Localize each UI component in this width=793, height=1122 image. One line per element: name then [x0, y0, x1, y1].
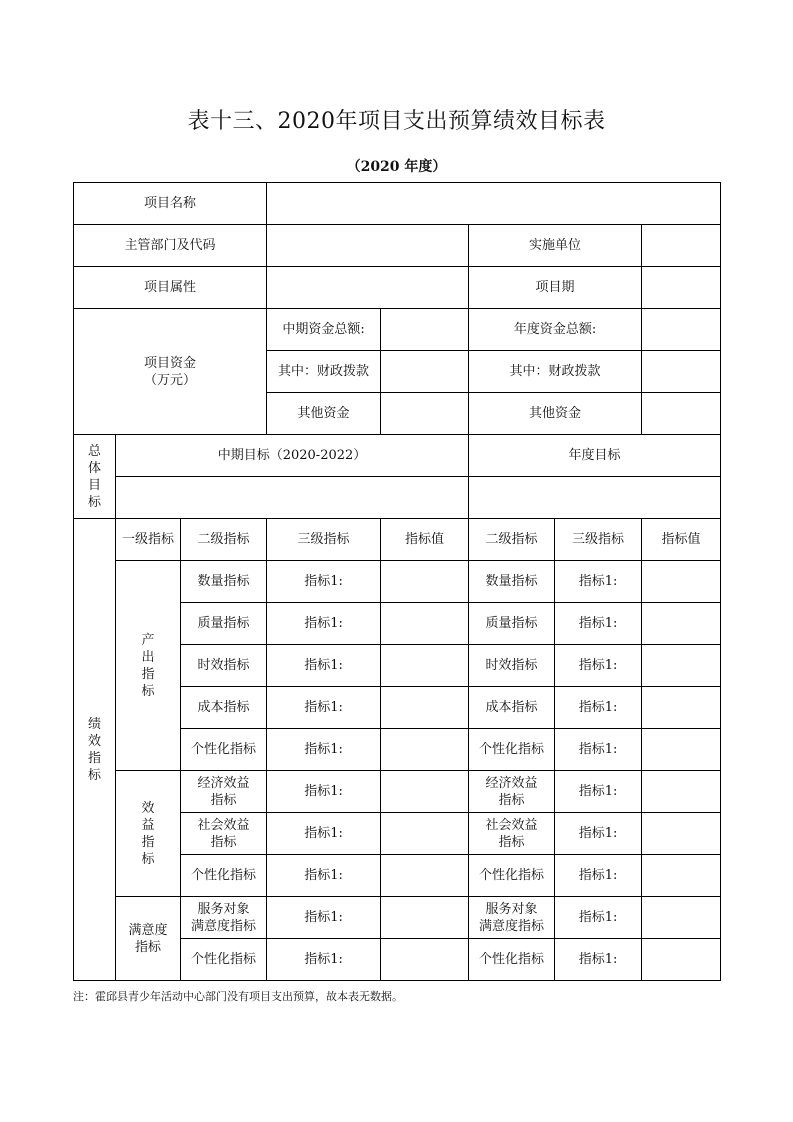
footnote: 注：霍邱县青少年活动中心部门没有项目支出预算，故本表无数据。 — [73, 990, 403, 1003]
level2-annual-cell: 质量指标 — [469, 603, 555, 645]
dept-label: 主管部门及代码 — [74, 225, 267, 267]
level3-annual-cell: 指标1: — [555, 603, 642, 645]
row-project-name — [74, 183, 721, 225]
level3-annual-cell: 指标1: — [555, 645, 642, 687]
level3-annual-cell: 指标1: — [555, 897, 642, 939]
dept-value[interactable] — [267, 225, 469, 267]
level2-annual-cell: 服务对象 满意度指标 — [469, 897, 555, 939]
attr-label: 项目属性 — [74, 267, 267, 309]
level2-cell: 服务对象 满意度指标 — [181, 897, 267, 939]
value-cell[interactable] — [381, 645, 469, 687]
level2-annual-cell: 经济效益 指标 — [469, 771, 555, 813]
mid-total-label: 中期资金总额: — [267, 309, 381, 351]
value-cell[interactable] — [381, 855, 469, 897]
value-cell[interactable] — [381, 561, 469, 603]
level2-cell: 个性化指标 — [181, 855, 267, 897]
level2-cell: 经济效益 指标 — [181, 771, 267, 813]
value-cell[interactable] — [381, 603, 469, 645]
level3-cell: 指标1: — [267, 687, 381, 729]
annual-other-label: 其他资金 — [469, 393, 642, 435]
level3-cell: 指标1: — [267, 897, 381, 939]
group-output-label: 产 出 指 标 — [116, 561, 181, 771]
level2-annual-cell: 个性化指标 — [469, 939, 555, 981]
annual-goal-value[interactable] — [469, 477, 721, 519]
value-annual-cell[interactable] — [642, 561, 721, 603]
level2-annual-cell: 时效指标 — [469, 645, 555, 687]
header-level2: 二级指标 — [181, 519, 267, 561]
row-goals-content — [74, 477, 721, 519]
row-attribute — [74, 267, 721, 309]
value-cell[interactable] — [381, 771, 469, 813]
attr-value[interactable] — [267, 267, 469, 309]
level2-cell: 社会效益 指标 — [181, 813, 267, 855]
level3-cell: 指标1: — [267, 645, 381, 687]
level3-cell: 指标1: — [267, 939, 381, 981]
annual-total-label: 年度资金总额: — [469, 309, 642, 351]
performance-indicators-label: 绩 效 指 标 — [74, 519, 116, 981]
level2-annual-cell: 社会效益 指标 — [469, 813, 555, 855]
group-benefit-label: 效 益 指 标 — [116, 771, 181, 897]
mid-other-label: 其他资金 — [267, 393, 381, 435]
indicator-row — [74, 771, 721, 813]
level2-cell: 个性化指标 — [181, 729, 267, 771]
impl-unit-label: 实施单位 — [469, 225, 642, 267]
level2-annual-cell: 成本指标 — [469, 687, 555, 729]
indicator-row — [74, 897, 721, 939]
level2-cell: 数量指标 — [181, 561, 267, 603]
page-title: 表十三、2020年项目支出预算绩效目标表 — [187, 109, 606, 134]
performance-target-table — [73, 182, 721, 981]
level2-annual-cell: 数量指标 — [469, 561, 555, 603]
mid-goal-label: 中期目标（2020-2022） — [116, 435, 469, 477]
funds-label: 项目资金 — [144, 355, 197, 371]
value-annual-cell[interactable] — [642, 687, 721, 729]
level3-annual-cell: 指标1: — [555, 939, 642, 981]
level3-cell: 指标1: — [267, 561, 381, 603]
impl-unit-value[interactable] — [642, 225, 721, 267]
value-annual-cell[interactable] — [642, 729, 721, 771]
value-cell[interactable] — [381, 729, 469, 771]
annual-goal-label: 年度目标 — [469, 435, 721, 477]
value-cell[interactable] — [381, 897, 469, 939]
value-annual-cell[interactable] — [642, 939, 721, 981]
value-annual-cell[interactable] — [642, 855, 721, 897]
period-value[interactable] — [642, 267, 721, 309]
header-level3: 三级指标 — [267, 519, 381, 561]
value-cell[interactable] — [381, 939, 469, 981]
funds-label-cell — [74, 309, 267, 435]
level2-annual-cell: 个性化指标 — [469, 729, 555, 771]
project-name-value[interactable] — [267, 183, 721, 225]
mid-goal-value[interactable] — [116, 477, 469, 519]
header-value: 指标值 — [381, 519, 469, 561]
value-annual-cell[interactable] — [642, 897, 721, 939]
level3-cell: 指标1: — [267, 771, 381, 813]
header-level1: 一级指标 — [116, 519, 181, 561]
indicator-row — [74, 561, 721, 603]
row-goals-header — [74, 435, 721, 477]
overall-goals-label: 总 体 目 标 — [74, 435, 116, 519]
value-annual-cell[interactable] — [642, 603, 721, 645]
level2-cell: 成本指标 — [181, 687, 267, 729]
page-subtitle: （2020 年度） — [346, 159, 447, 175]
mid-fiscal-value[interactable] — [381, 351, 469, 393]
funds-unit: （万元） — [144, 372, 197, 388]
level2-cell: 时效指标 — [181, 645, 267, 687]
row-department — [74, 225, 721, 267]
level3-cell: 指标1: — [267, 813, 381, 855]
value-annual-cell[interactable] — [642, 813, 721, 855]
level3-cell: 指标1: — [267, 603, 381, 645]
level3-annual-cell: 指标1: — [555, 561, 642, 603]
mid-total-value[interactable] — [381, 309, 469, 351]
period-label: 项目期 — [469, 267, 642, 309]
group-satisfaction-label: 满意度 指标 — [116, 897, 181, 981]
level2-cell: 个性化指标 — [181, 939, 267, 981]
value-cell[interactable] — [381, 687, 469, 729]
value-annual-cell[interactable] — [642, 645, 721, 687]
level3-annual-cell: 指标1: — [555, 729, 642, 771]
header-value-annual: 指标值 — [642, 519, 721, 561]
mid-fiscal-label: 其中：财政拨款 — [267, 351, 381, 393]
level3-annual-cell: 指标1: — [555, 813, 642, 855]
project-name-label: 项目名称 — [74, 183, 267, 225]
header-level3-annual: 三级指标 — [555, 519, 642, 561]
level3-annual-cell: 指标1: — [555, 855, 642, 897]
row-funds-total — [74, 309, 721, 351]
annual-total-value[interactable] — [642, 309, 721, 351]
level3-cell: 指标1: — [267, 855, 381, 897]
annual-fiscal-label: 其中：财政拨款 — [469, 351, 642, 393]
level3-cell: 指标1: — [267, 729, 381, 771]
annual-other-value[interactable] — [642, 393, 721, 435]
level3-annual-cell: 指标1: — [555, 771, 642, 813]
value-annual-cell[interactable] — [642, 771, 721, 813]
row-indicator-headers — [74, 519, 721, 561]
level2-annual-cell: 个性化指标 — [469, 855, 555, 897]
level2-cell: 质量指标 — [181, 603, 267, 645]
header-level2-annual: 二级指标 — [469, 519, 555, 561]
level3-annual-cell: 指标1: — [555, 687, 642, 729]
annual-fiscal-value[interactable] — [642, 351, 721, 393]
value-cell[interactable] — [381, 813, 469, 855]
mid-other-value[interactable] — [381, 393, 469, 435]
